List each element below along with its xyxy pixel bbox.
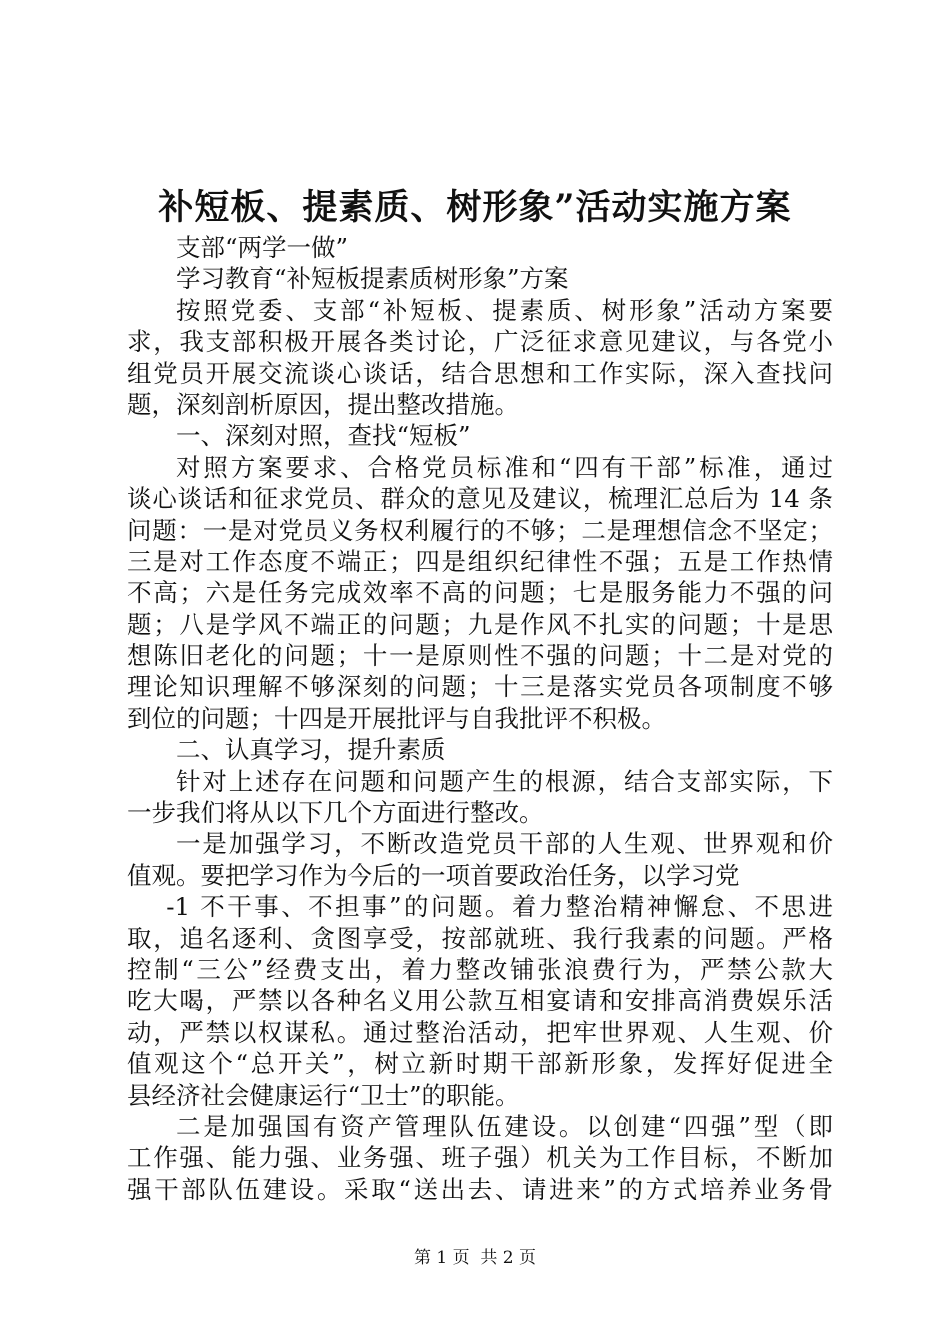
text-line: 控制“三公”经费支出，着力整改铺张浪费行为，严禁公款大 xyxy=(127,954,833,984)
text-line: 针对上述存在问题和问题产生的根源，结合支部实际，下 xyxy=(176,766,833,796)
text-line: 取，追名逐利、贪图享受，按部就班、我行我素的问题。严格 xyxy=(127,923,833,953)
page-total: 共 2 页 xyxy=(480,1248,537,1268)
document-title: 补短板、提素质、树形象”活动实施方案 xyxy=(158,187,792,228)
text-line: 对照方案要求、合格党员标准和“四有干部”标准，通过 xyxy=(176,452,833,482)
document-body xyxy=(127,232,833,1205)
text-line: 吃大喝，严禁以各种名义用公款互相宴请和安排高消费娱乐活 xyxy=(127,986,833,1016)
text-line: 二、认真学习，提升素质 xyxy=(176,735,446,765)
text-line: 一是加强学习，不断改造党员干部的人生观、世界观和价 xyxy=(176,829,833,859)
page-number: 第 1 页 xyxy=(413,1248,470,1268)
page-footer xyxy=(0,1246,950,1270)
text-line: 不高；六是任务完成效率不高的问题；七是服务能力不强的问 xyxy=(127,578,833,608)
text-line: 工作强、能力强、业务强、班子强）机关为工作目标，不断加 xyxy=(127,1143,833,1173)
text-line: 求，我支部积极开展各类讨论，广泛征求意见建议，与各党小 xyxy=(127,327,833,357)
text-line: 题，深刻剖析原因，提出整改措施。 xyxy=(127,389,519,419)
text-line: 谈心谈话和征求党员、群众的意见及建议，梳理汇总后为 14 条 xyxy=(127,484,833,514)
text-line: 值观。要把学习作为今后的一项首要政治任务，以学习党 xyxy=(127,860,740,890)
text-line: 动，严禁以权谋私。通过整治活动，把牢世界观、人生观、价 xyxy=(127,1017,833,1047)
text-line: 县经济社会健康运行“卫士”的职能。 xyxy=(127,1080,520,1110)
text-line: 想陈旧老化的问题；十一是原则性不强的问题；十二是对党的 xyxy=(127,641,833,671)
text-line: 值观这个“总开关”，树立新时期干部新形象，发挥好促进全 xyxy=(127,1049,833,1079)
text-line: 支部“两学一做” xyxy=(176,233,349,262)
text-line: 理论知识理解不够深刻的问题；十三是落实党员各项制度不够 xyxy=(127,672,833,702)
text-line: 按照党委、支部“补短板、提素质、树形象”活动方案要 xyxy=(176,295,833,325)
text-line: 到位的问题；十四是开展批评与自我批评不积极。 xyxy=(127,703,666,733)
text-line: 问题：一是对党员义务权利履行的不够；二是理想信念不坚定； xyxy=(127,515,833,545)
text-line: 一步我们将从以下几个方面进行整改。 xyxy=(127,798,544,828)
text-line: -1 不干事、不担事”的问题。着力整治精神懈怠、不思进 xyxy=(166,892,833,922)
text-line: 学习教育“补短板提素质树形象”方案 xyxy=(176,264,569,294)
text-line: 题；八是学风不端正的问题；九是作风不扎实的问题；十是思 xyxy=(127,609,833,639)
text-line: 强干部队伍建设。采取“送出去、请进来”的方式培养业务骨 xyxy=(127,1174,833,1204)
text-line: 一、深刻对照，查找“短板” xyxy=(176,421,471,451)
text-line: 组党员开展交流谈心谈话，结合思想和工作实际，深入查找问 xyxy=(127,358,833,388)
text-line: 二是加强国有资产管理队伍建设。以创建“四强”型（即 xyxy=(176,1111,833,1141)
text-line: 三是对工作态度不端正；四是组织纪律性不强；五是工作热情 xyxy=(127,546,833,576)
